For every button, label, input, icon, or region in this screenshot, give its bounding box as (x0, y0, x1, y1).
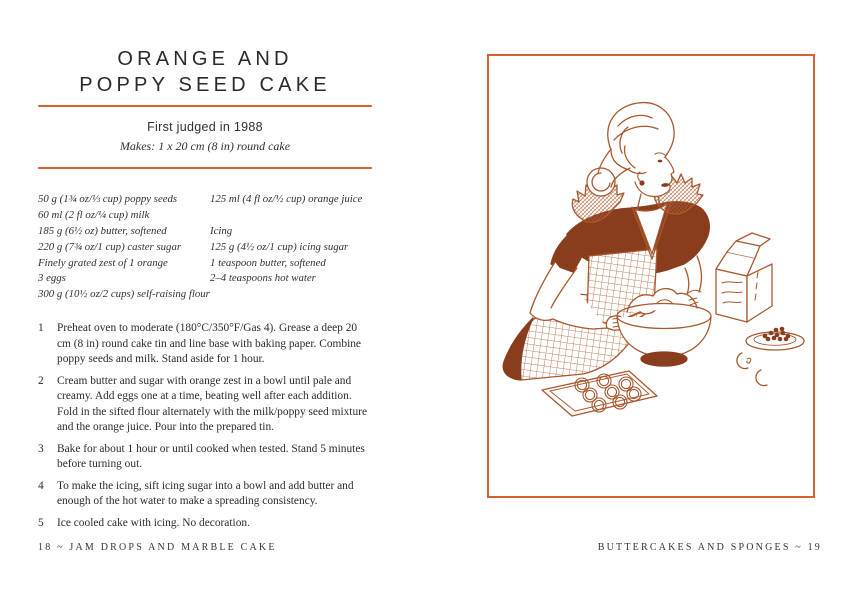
bowl-foot (641, 352, 687, 366)
icing-subheading: Icing (210, 224, 233, 237)
step-number: 2 (38, 374, 44, 387)
step-row (38, 479, 372, 510)
footer-left-running-head: 18 ~ JAM DROPS AND MARBLE CAKE (38, 542, 277, 553)
step-row (38, 374, 372, 436)
ingredient-line: 125 g (4½ oz/1 cup) icing sugar (210, 240, 349, 253)
ingredient-line: 125 ml (4 fl oz/½ cup) orange juice (210, 193, 363, 205)
citrus-peels (737, 353, 767, 386)
recipe-illustration (489, 56, 813, 496)
step-number: 1 (38, 322, 44, 334)
milk-carton (716, 233, 772, 322)
method-steps (38, 321, 372, 537)
illustration-frame (487, 54, 815, 498)
recipe-page (38, 0, 372, 592)
woman-head (587, 103, 674, 197)
page-title-line1: ORANGE AND (117, 48, 293, 70)
eye (658, 160, 663, 163)
ingredient-line: 220 g (7¾ oz/1 cup) caster sugar (38, 240, 182, 253)
judged-line: First judged in 1988 (147, 120, 263, 134)
divider-rule-bottom (38, 167, 372, 169)
ingredient-line: 1 teaspoon butter, softened (210, 256, 326, 269)
ingredients-column-right (210, 192, 362, 287)
ingredient-line: 50 g (1¾ oz/⅓ cup) poppy seeds (38, 193, 178, 205)
step-row (38, 321, 372, 368)
step-number: 5 (38, 516, 44, 529)
ingredient-line: 185 g (6½ oz) butter, softened (38, 224, 167, 237)
page-title-line2: POPPY SEED CAKE (79, 74, 331, 96)
step-text: Bake for about 1 hour or until cooked when tested. Stand 5 minutes before turning out. (57, 442, 365, 470)
makes-line: Makes: 1 x 20 cm (8 in) round cake (119, 139, 291, 153)
step-row (38, 516, 372, 532)
bowl-body (617, 317, 711, 357)
ingredient-line: Finely grated zest of 1 orange (38, 256, 168, 269)
ingredient-line: 300 g (10½ oz/2 cups) self-raising flour (38, 288, 210, 301)
ingredient-line: 2–4 teaspoons hot water (210, 272, 316, 285)
ingredient-line-blank (210, 208, 362, 224)
divider-rule-top (38, 105, 372, 107)
step-row (38, 442, 372, 473)
hair-bun (587, 168, 615, 196)
step-text: Cream butter and sugar with orange zest in a bowl until pale and creamy. Add eggs one at a time, beating well after each addition. Fold in the sifted flour alternately with the milk/poppy seed mixture and the orange juice. Pour into the prepared tin. (57, 374, 368, 433)
step-text: Ice cooled cake with icing. No decoration. (57, 516, 250, 529)
ingredient-line: 60 ml (2 fl oz/¼ cup) milk (38, 208, 150, 221)
page-title (38, 46, 372, 98)
footer-right-running-head: BUTTERCAKES AND SPONGES ~ 19 (597, 542, 822, 553)
earring (639, 180, 644, 185)
ingredients-column-left (38, 192, 210, 303)
berry-plate (746, 327, 804, 350)
ingredient-line: 3 eggs (38, 272, 66, 285)
step-text: To make the icing, sift icing sugar into a bowl and add butter and enough of the hot water to make a spreading consistency. (57, 479, 354, 507)
step-number: 3 (38, 442, 44, 455)
step-number: 4 (38, 479, 44, 492)
step-text: Preheat oven to moderate (180°C/350°F/Gas 4). Grease a deep 20 cm (8 in) round cake tin and line base with baking paper. Combine poppy seeds and milk. Stand aside for 1 hour. (57, 322, 361, 365)
baking-tray (542, 371, 657, 416)
